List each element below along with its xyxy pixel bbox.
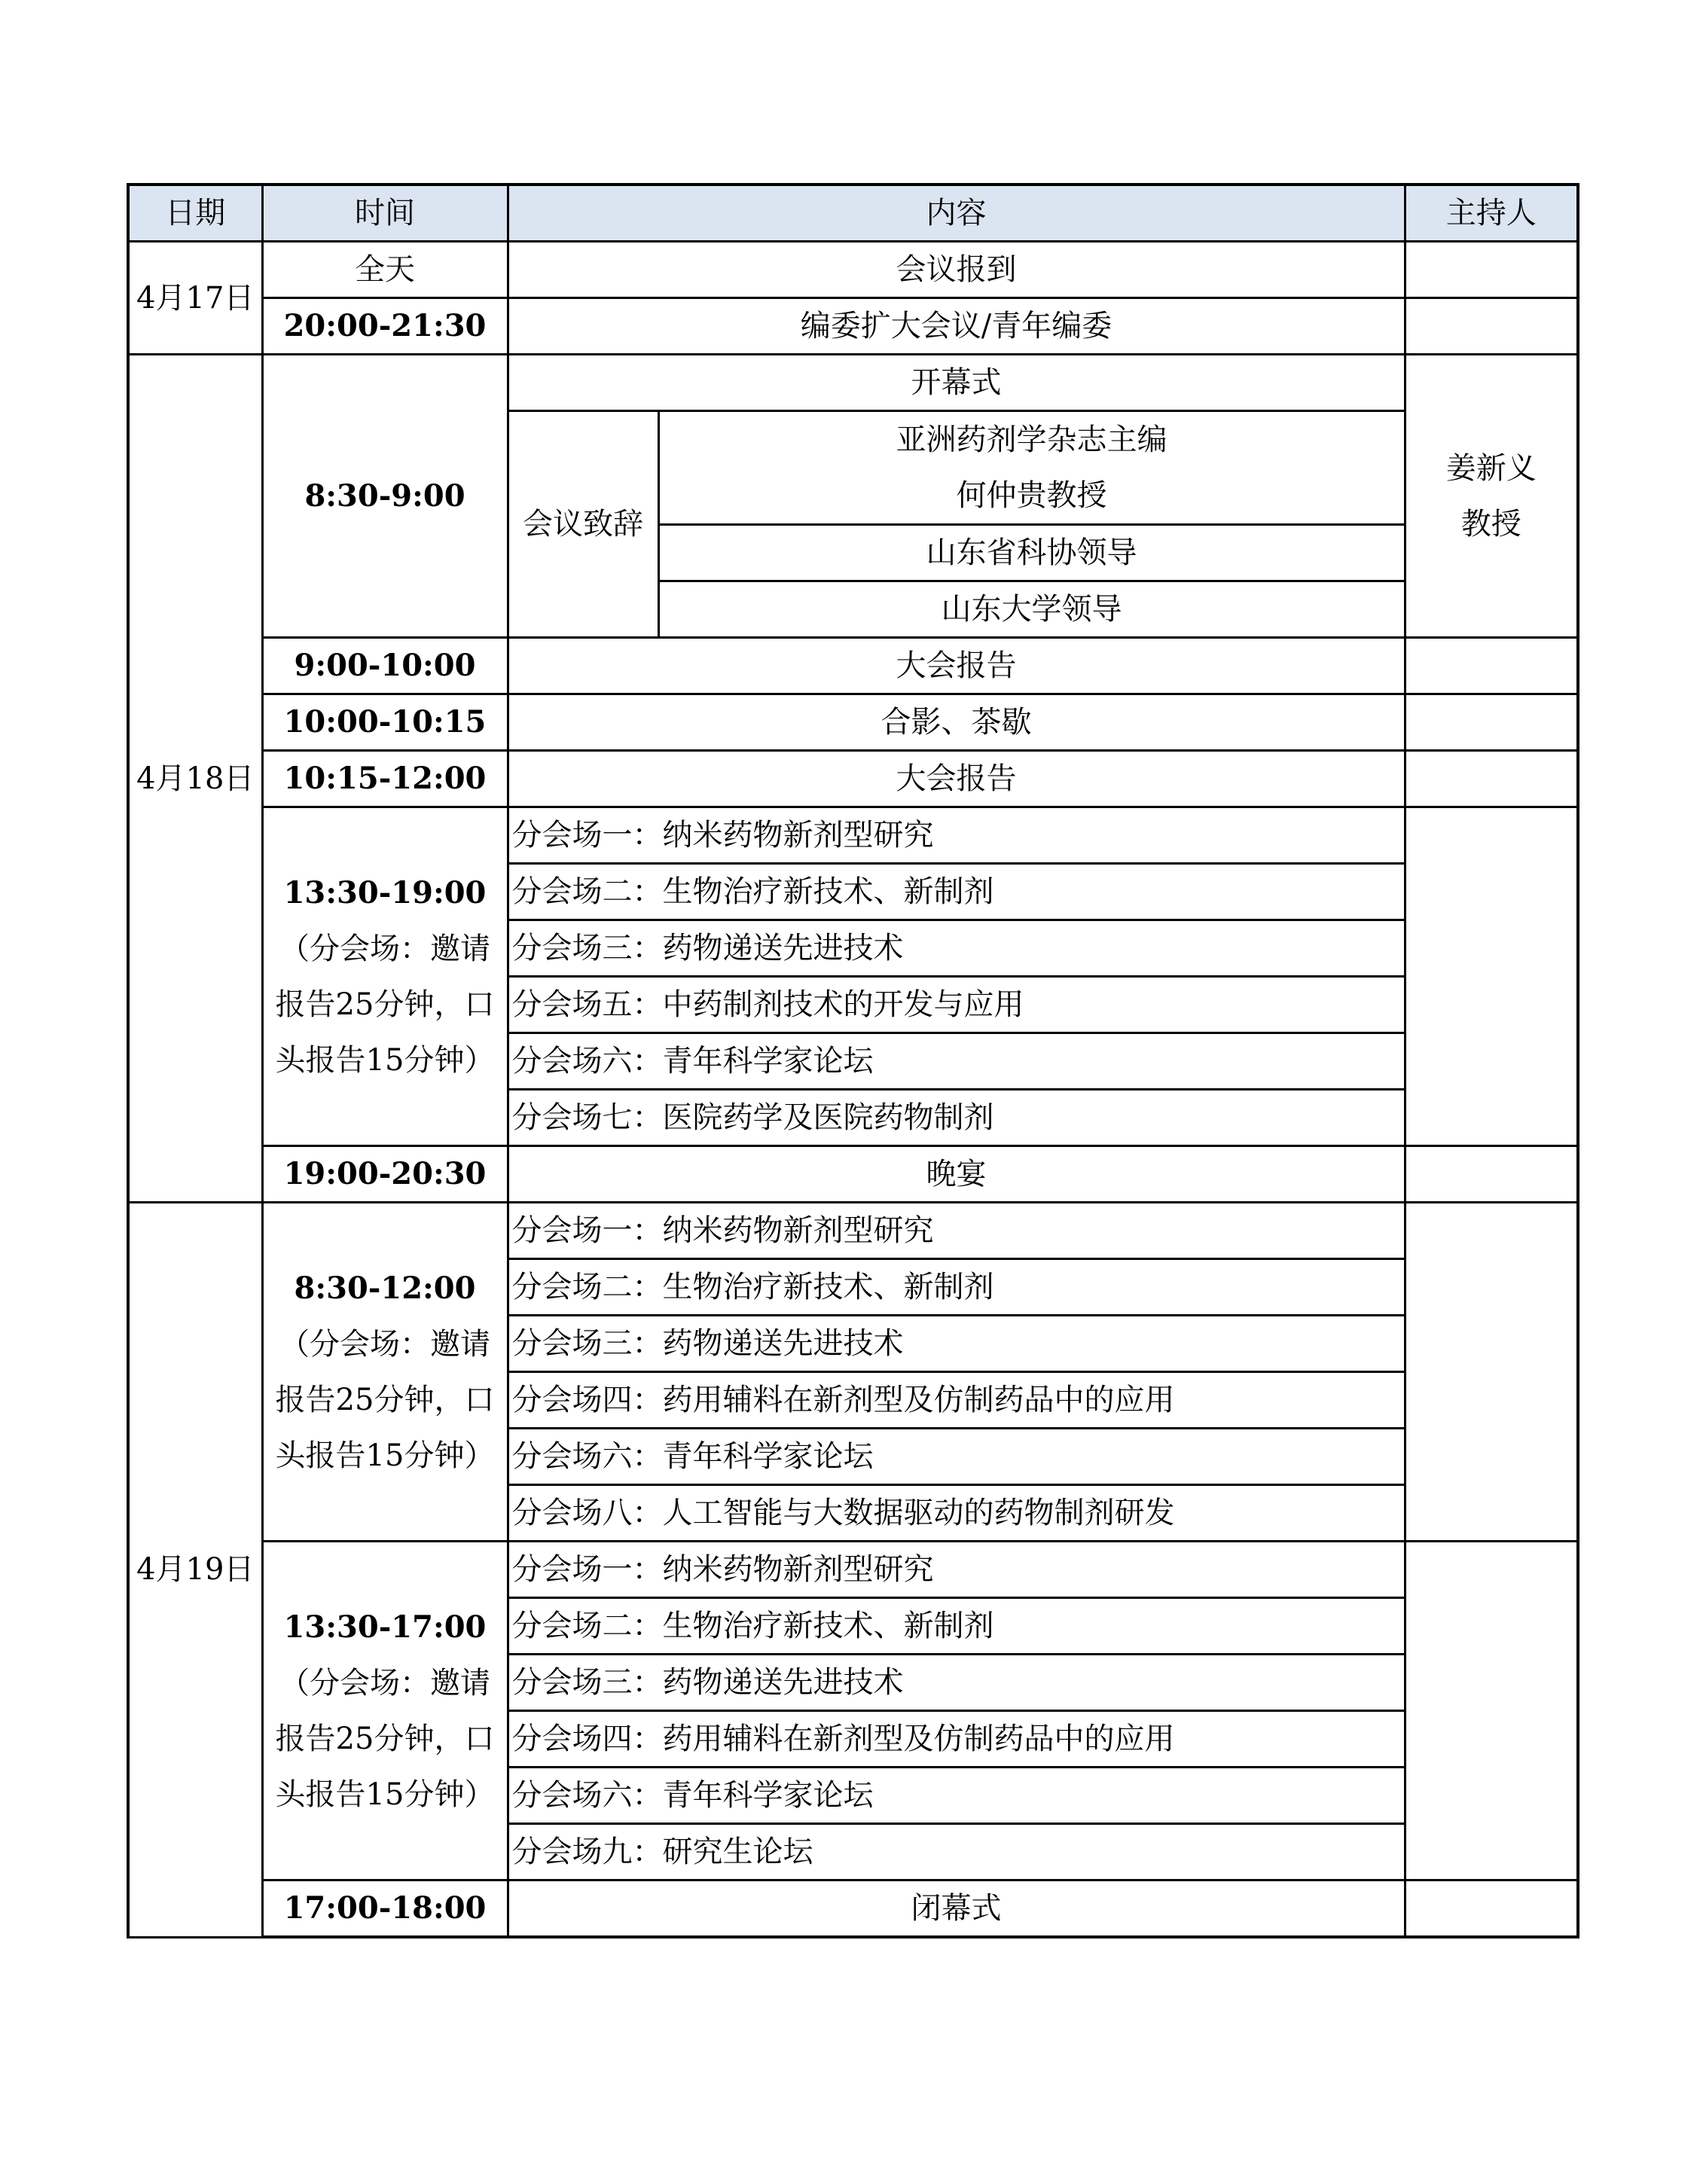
time-cell: 10:00-10:15 — [262, 694, 508, 751]
host-cell — [1405, 242, 1578, 298]
date-cell-apr18: 4月18日 — [128, 355, 262, 1203]
content-cell: 会议报到 — [508, 242, 1405, 298]
session-item: 分会场一：纳米药物新剂型研究 — [508, 1203, 1405, 1259]
table-row — [128, 298, 1578, 355]
session-note: 报告25分钟，口 — [275, 1721, 495, 1756]
time-cell-sessions — [262, 1542, 508, 1880]
speaker-line: 亚洲药剂学杂志主编 — [896, 422, 1167, 457]
opening-title: 开幕式 — [508, 355, 1405, 411]
content-cell: 大会报告 — [508, 638, 1405, 694]
content-cell: 晚宴 — [508, 1146, 1405, 1203]
session-item: 分会场三：药物递送先进技术 — [508, 920, 1405, 977]
session-note: 报告25分钟，口 — [275, 1382, 495, 1417]
host-cell-opening — [1405, 355, 1578, 638]
table-row — [128, 638, 1578, 694]
session-item: 分会场六：青年科学家论坛 — [508, 1768, 1405, 1824]
table-row — [128, 1880, 1578, 1938]
header-host: 主持人 — [1405, 185, 1578, 242]
time-cell-sessions — [262, 1203, 508, 1542]
host-cell — [1405, 638, 1578, 694]
table-row — [128, 1203, 1578, 1259]
speaker-line: 何仲贵教授 — [956, 478, 1107, 513]
schedule-table — [127, 183, 1579, 1938]
session-item: 分会场四：药用辅料在新剂型及仿制药品中的应用 — [508, 1711, 1405, 1768]
session-item: 分会场四：药用辅料在新剂型及仿制药品中的应用 — [508, 1372, 1405, 1429]
time-cell: 全天 — [262, 242, 508, 298]
session-item: 分会场三：药物递送先进技术 — [508, 1655, 1405, 1711]
time-cell-sessions — [262, 807, 508, 1146]
header-row — [128, 185, 1578, 242]
content-cell: 合影、茶歇 — [508, 694, 1405, 751]
time-cell: 19:00-20:30 — [262, 1146, 508, 1203]
session-note: （分会场：邀请 — [279, 1326, 490, 1362]
header-date: 日期 — [128, 185, 262, 242]
header-content: 内容 — [508, 185, 1405, 242]
time-cell: 9:00-10:00 — [262, 638, 508, 694]
table-row — [128, 1146, 1578, 1203]
table-row — [128, 807, 1578, 864]
session-note: （分会场：邀请 — [279, 931, 490, 966]
table-row — [128, 355, 1578, 411]
host-cell — [1405, 807, 1578, 1146]
time-cell: 8:30-9:00 — [262, 355, 508, 638]
host-cell — [1405, 1203, 1578, 1542]
date-cell-apr17: 4月17日 — [128, 242, 262, 355]
host-cell — [1405, 694, 1578, 751]
session-item: 分会场三：药物递送先进技术 — [508, 1316, 1405, 1372]
speech-label: 会议致辞 — [508, 411, 658, 638]
speaker-cell — [658, 411, 1405, 525]
host-cell — [1405, 1542, 1578, 1880]
speaker-cell: 山东大学领导 — [658, 581, 1405, 638]
host-cell — [1405, 1146, 1578, 1203]
session-item: 分会场五：中药制剂技术的开发与应用 — [508, 977, 1405, 1033]
content-cell: 闭幕式 — [508, 1880, 1405, 1938]
content-cell: 大会报告 — [508, 751, 1405, 807]
table-row — [128, 1542, 1578, 1598]
session-note: 头报告15分钟） — [275, 1042, 495, 1078]
session-item: 分会场七：医院药学及医院药物制剂 — [508, 1090, 1405, 1146]
session-time: 13:30-17:00 — [283, 1609, 487, 1645]
time-cell: 17:00-18:00 — [262, 1880, 508, 1938]
speaker-cell: 山东省科协领导 — [658, 525, 1405, 581]
session-item: 分会场一：纳米药物新剂型研究 — [508, 807, 1405, 864]
session-note: 头报告15分钟） — [275, 1438, 495, 1473]
table-row — [128, 751, 1578, 807]
host-cell — [1405, 751, 1578, 807]
content-cell: 编委扩大会议/青年编委 — [508, 298, 1405, 355]
session-item: 分会场一：纳米药物新剂型研究 — [508, 1542, 1405, 1598]
table-row — [128, 694, 1578, 751]
session-item: 分会场六：青年科学家论坛 — [508, 1033, 1405, 1090]
host-title: 教授 — [1460, 506, 1521, 541]
table-row — [128, 242, 1578, 298]
session-item: 分会场九：研究生论坛 — [508, 1824, 1405, 1880]
host-cell — [1405, 298, 1578, 355]
session-item: 分会场六：青年科学家论坛 — [508, 1429, 1405, 1485]
host-name: 姜新义 — [1445, 450, 1537, 486]
session-item: 分会场八：人工智能与大数据驱动的药物制剂研发 — [508, 1485, 1405, 1542]
host-cell — [1405, 1880, 1578, 1938]
session-item: 分会场二：生物治疗新技术、新制剂 — [508, 1259, 1405, 1316]
session-time: 8:30-12:00 — [294, 1270, 476, 1306]
session-note: （分会场：邀请 — [279, 1665, 490, 1701]
session-time: 13:30-19:00 — [283, 874, 487, 911]
session-note: 报告25分钟，口 — [275, 987, 495, 1022]
session-item: 分会场二：生物治疗新技术、新制剂 — [508, 1598, 1405, 1655]
session-item: 分会场二：生物治疗新技术、新制剂 — [508, 864, 1405, 920]
time-cell: 10:15-12:00 — [262, 751, 508, 807]
header-time: 时间 — [262, 185, 508, 242]
session-note: 头报告15分钟） — [275, 1777, 495, 1812]
time-cell: 20:00-21:30 — [262, 298, 508, 355]
date-cell-apr19: 4月19日 — [128, 1203, 262, 1938]
